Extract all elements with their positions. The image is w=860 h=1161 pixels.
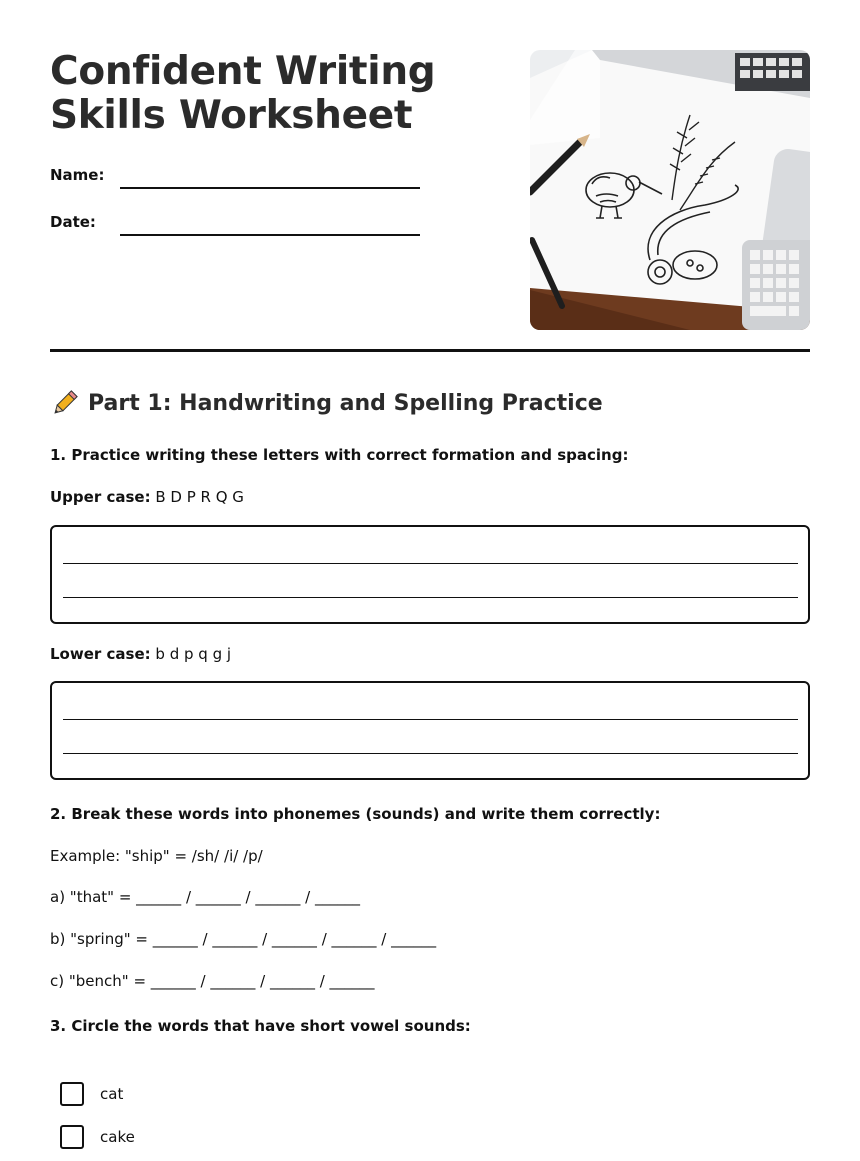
date-field xyxy=(50,213,430,243)
checkbox[interactable] xyxy=(60,1082,84,1106)
writing-line xyxy=(63,597,798,598)
part1-header xyxy=(50,388,603,418)
pencil-icon xyxy=(50,388,80,418)
header-photo xyxy=(530,50,810,330)
q2-item: b) "spring" = ______ / ______ / ______ / ______ / ______ xyxy=(50,930,437,948)
upper-case-writing-box[interactable] xyxy=(50,525,810,624)
upper-case-label: Upper case: xyxy=(50,488,151,506)
lower-case-line xyxy=(50,645,231,663)
word-option-label: cake xyxy=(100,1128,135,1146)
name-field xyxy=(50,166,430,196)
name-label: Name: xyxy=(50,166,105,184)
date-label: Date: xyxy=(50,213,96,231)
header-divider xyxy=(50,349,810,352)
q2-item: c) "bench" = ______ / ______ / ______ / ______ xyxy=(50,972,375,990)
lower-case-letters: b d p q g j xyxy=(155,645,232,663)
q2-example: Example: "ship" = /sh/ /i/ /p/ xyxy=(50,847,263,865)
date-line[interactable] xyxy=(120,234,420,236)
name-line[interactable] xyxy=(120,187,420,189)
upper-case-line xyxy=(50,488,244,506)
word-option[interactable] xyxy=(60,1082,123,1106)
upper-case-letters: B D P R Q G xyxy=(155,488,244,506)
q1-prompt: 1. Practice writing these letters with correct formation and spacing: xyxy=(50,446,629,464)
lower-case-writing-box[interactable] xyxy=(50,681,810,780)
word-option-label: cat xyxy=(100,1085,124,1103)
q3-prompt: 3. Circle the words that have short vowel sounds: xyxy=(50,1017,471,1035)
q2-item: a) "that" = ______ / ______ / ______ / ______ xyxy=(50,888,360,906)
q2-prompt: 2. Break these words into phonemes (sounds) and write them correctly: xyxy=(50,805,661,823)
part1-heading: Part 1: Handwriting and Spelling Practice xyxy=(88,390,603,416)
word-option[interactable] xyxy=(60,1125,135,1149)
lower-case-label: Lower case: xyxy=(50,645,151,663)
writing-line xyxy=(63,753,798,754)
page-title: Confident Writing Skills Worksheet xyxy=(50,49,436,138)
writing-line xyxy=(63,563,798,564)
checkbox[interactable] xyxy=(60,1125,84,1149)
writing-line xyxy=(63,719,798,720)
